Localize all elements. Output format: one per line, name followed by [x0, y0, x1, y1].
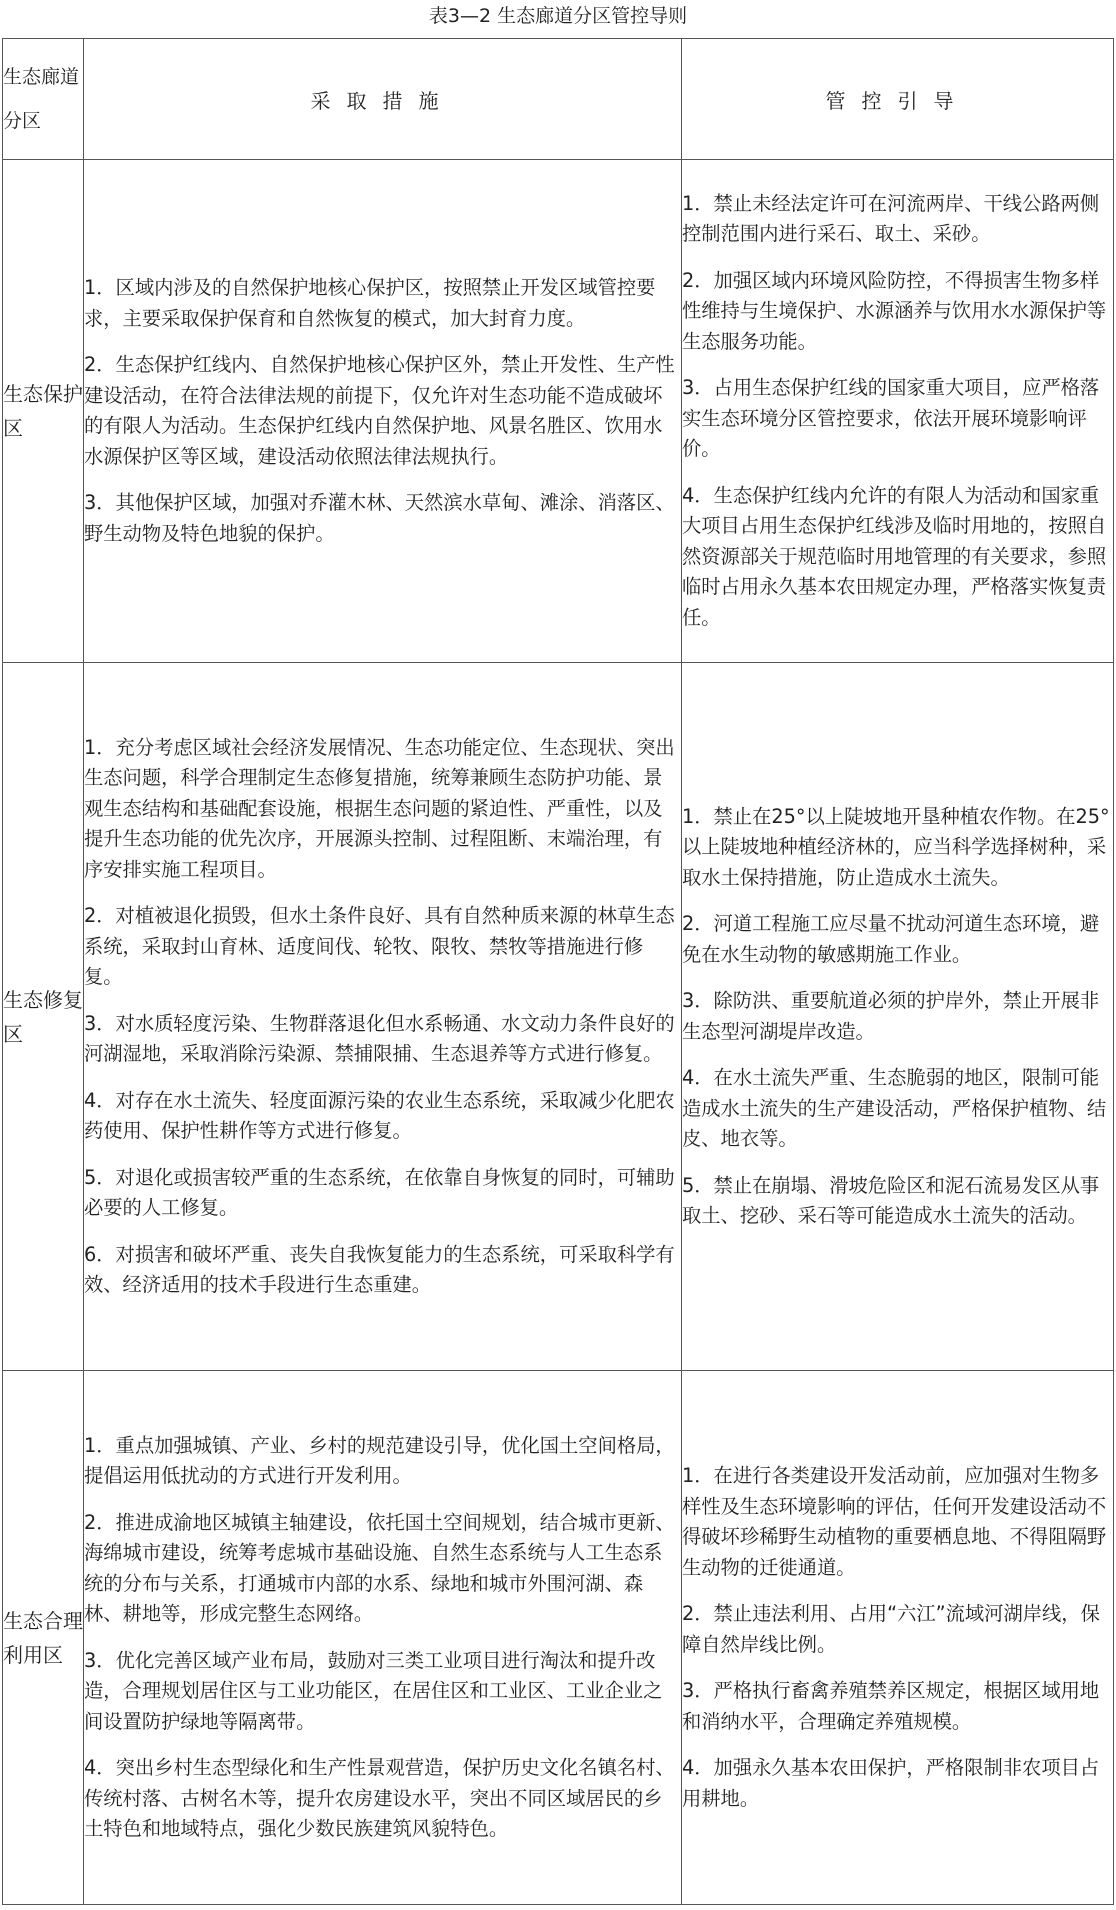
list-item: 2．生态保护红线内、自然保护地核心保护区外，禁止开发性、生产性建设活动，在符合法律法规的前提下，仅允许对生态功能不造成破坏的有限人为活动。生态保护红线内自然保护地、风景名胜区、饮用水水源保护区等区域，建设活动依照法律法规执行。: [84, 353, 675, 468]
measures-cell: [84, 1371, 682, 1905]
header-guidance: 管控引导: [682, 39, 1114, 160]
list-item: 4．对存在水土流失、轻度面源污染的农业生态系统，采取减少化肥农药使用、保护性耕作等方式进行修复。: [84, 1088, 675, 1142]
header-zone: 生态廊道分区: [3, 39, 84, 160]
list-item: 2．河道工程施工应尽量不扰动河道生态环境，避免在水生动物的敏感期施工作业。: [682, 912, 1100, 966]
list-item: 1．禁止未经法定许可在河流两岸、干线公路两侧控制范围内进行采石、取土、采砂。: [682, 191, 1100, 246]
header-measures: 采取措施: [84, 39, 682, 160]
list-item: 4．突出乡村生态型绿化和生产性景观营造，保护历史文化名镇名村、传统村落、古树名木等，提升农房建设水平，突出不同区域居民的乡土特色和地域特点，强化少数民族建筑风貌特色。: [84, 1756, 675, 1840]
header-row: [3, 39, 1114, 160]
guidance-cell: [682, 663, 1114, 1371]
guidance-cell: [682, 1371, 1114, 1905]
list-item: 3．严格执行畜禽养殖禁养区规定，根据区域用地和消纳水平，合理确定养殖规模。: [682, 1679, 1100, 1733]
table-title: 表3—2 生态廊道分区管控导则: [428, 5, 688, 27]
list-item: 1．充分考虑区域社会经济发展情况、生态功能定位、生态现状、突出生态问题，科学合理制定生态修复措施，统筹兼顾生态防护功能、景观生态结构和基础配套设施，根据生态问题的紧迫性、严重性，以及提升生态功能的优先次序，开展源头控制、过程阻断、末端治理，有序安排实施工程项目。: [84, 735, 675, 881]
list-item: 2．对植被退化损毁，但水土条件良好、具有自然种质来源的林草生态系统，采取封山育林、适度间伐、轮牧、限牧、禁牧等措施进行修复。: [84, 904, 675, 988]
list-item: 1．禁止在25°以上陡坡地开垦种植农作物。在25°以上陡坡地种植经济林的，应当科学选择树种，采取水土保持措施，防止造成水土流失。: [682, 804, 1110, 889]
list-item: 2．加强区域内环境风险防控，不得损害生物多样性维持与生境保护、水源涵养与饮用水水源保护等生态服务功能。: [682, 268, 1107, 353]
measures-cell: [84, 160, 682, 663]
list-item: 3．占用生态保护红线的国家重大项目，应严格落实生态环境分区管控要求，依法开展环境影响评价。: [682, 376, 1100, 461]
list-item: 5．对退化或损害较严重的生态系统，在依靠自身恢复的同时，可辅助必要的人工修复。: [84, 1165, 675, 1219]
measures-cell: [84, 663, 682, 1371]
list-item: 4．加强永久基本农田保护，严格限制非农项目占用耕地。: [682, 1756, 1100, 1810]
table-row: [3, 663, 1114, 1371]
list-item: 6．对损害和破坏严重、丧失自我恢复能力的生态系统，可采取科学有效、经济适用的技术手段进行生态重建。: [84, 1242, 675, 1296]
list-item: 5．禁止在崩塌、滑坡危险区和泥石流易发区从事取土、挖砂、采石等可能造成水土流失的活动。: [682, 1173, 1100, 1227]
zone-cell: 生态修复区: [3, 663, 84, 1371]
list-item: 1．区域内涉及的自然保护地核心保护区，按照禁止开发区域管控要求，主要采取保护保育和自然恢复的模式，加大封育力度。: [84, 276, 656, 330]
list-item: 2．禁止违法利用、占用“六江”流域河湖岸线，保障自然岸线比例。: [682, 1602, 1100, 1656]
list-item: 3．对水质轻度污染、生物群落退化但水系畅通、水文动力条件良好的河湖湿地，采取消除污染源、禁捕限捕、生态退养等方式进行修复。: [84, 1011, 675, 1065]
zoning-guidance-table: [2, 38, 1114, 1905]
list-item: 3．其他保护区域，加强对乔灌木林、天然滨水草甸、滩涂、消落区、野生动物及特色地貌的保护。: [84, 491, 675, 545]
list-item: 1．在进行各类建设开发活动前，应加强对生物多样性及生态环境影响的评估，任何开发建设活动不得破坏珍稀野生动植物的重要栖息地、不得阻隔野生动物的迁徙通道。: [682, 1464, 1107, 1579]
list-item: 1．重点加强城镇、产业、乡村的规范建设引导，优化国土空间格局，提倡运用低扰动的方式进行开发利用。: [84, 1433, 675, 1487]
list-item: 3．优化完善区域产业布局，鼓励对三类工业项目进行淘汰和提升改造，合理规划居住区与工业功能区，在居住区和工业区、工业企业之间设置防护绿地等隔离带。: [84, 1648, 663, 1733]
table-row: [3, 1371, 1114, 1905]
list-item: 4．生态保护红线内允许的有限人为活动和国家重大项目占用生态保护红线涉及临时用地的，按照自然资源部关于规范临时用地管理的有关要求，参照临时占用永久基本农田规定办理，严格落实恢复责任。: [682, 483, 1107, 629]
table-row: [3, 160, 1114, 663]
list-item: 2．推进成渝地区城镇主轴建设，依托国土空间规划，结合城市更新、海绵城市建设，统筹考虑城市基础设施、自然生态系统与人工生态系统的分布与关系，打通城市内部的水系、绿地和城市外围河湖、森林、耕地等，形成完整生态网络。: [84, 1510, 675, 1625]
list-item: 4．在水土流失严重、生态脆弱的地区，限制可能造成水土流失的生产建设活动，严格保护植物、结皮、地衣等。: [682, 1066, 1107, 1150]
guidance-cell: [682, 160, 1114, 663]
zone-cell: 生态保护区: [3, 160, 84, 663]
list-item: 3．除防洪、重要航道必须的护岸外，禁止开展非生态型河湖堤岸改造。: [682, 989, 1100, 1043]
zone-cell: 生态合理利用区: [3, 1371, 84, 1905]
